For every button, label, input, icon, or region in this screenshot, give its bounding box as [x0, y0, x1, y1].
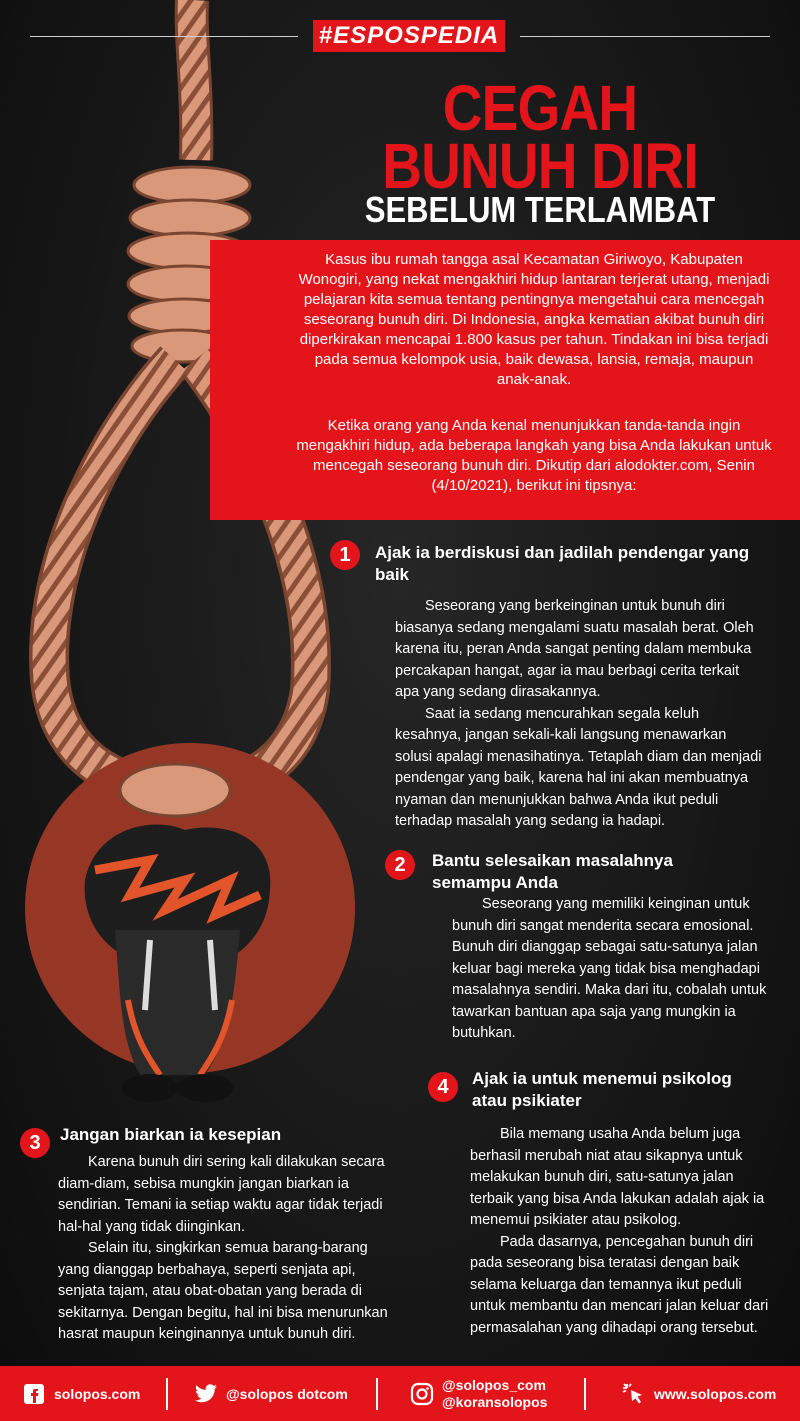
tip-4-number: 4	[428, 1072, 458, 1102]
subtitle: SEBELUM TERLAMBAT	[364, 189, 716, 230]
footer-bar	[0, 1366, 800, 1421]
footer-instagram-link[interactable]	[410, 1366, 547, 1421]
tip-2-body	[452, 894, 770, 1045]
tip-2-number: 2	[385, 850, 415, 880]
footer-twitter-link[interactable]	[194, 1366, 348, 1421]
footer-facebook-label: solopos.com	[54, 1385, 141, 1402]
header-rule-right	[520, 36, 770, 37]
tip-3-title: Jangan biarkan ia kesepian	[60, 1125, 282, 1144]
facebook-icon	[22, 1382, 46, 1406]
twitter-icon	[194, 1382, 218, 1406]
footer-instagram-label-2: @koransolopos	[442, 1393, 548, 1410]
tip-4-title: Ajak ia untuk menemui psikolog atau psikiater	[472, 1069, 732, 1110]
footer-instagram-label-1: @solopos_com	[442, 1376, 546, 1393]
tip-3-body	[58, 1152, 398, 1346]
tip-4-body	[470, 1124, 770, 1339]
footer-divider	[166, 1378, 168, 1410]
title-line-1: CEGAH	[442, 72, 638, 144]
intro-paragraph-2: Ketika orang yang Anda kenal menunjukkan tanda-tanda ingin mengakhiri hidup, ada beberapa langkah yang bisa Anda lakukan untuk mencegah seseorang bunuh diri. Dikutip dari alodokter.com, Senin (4/10/2021), berikut ini tipsnya:	[296, 417, 772, 494]
footer-website-label: www.solopos.com	[654, 1385, 777, 1402]
footer-facebook-link[interactable]	[22, 1366, 140, 1421]
tip-1-paragraph-2: Saat ia sedang mencurahkan segala keluh kesahnya, jangan sekali-kali langsung menawarkan solusi apalagi menasihatinya. Tetaplah diam dan menjadi pendengar yang baik, karena hal ini akan membuatnya nyaman dan menunjukkan bahwa Anda ikut peduli terhadap masalah yang sedang ia hadapi.	[395, 705, 762, 829]
tip-2-paragraph-1: Seseorang yang memiliki keinginan untuk bunuh diri sangat menderita secara emosional. Bunuh diri dianggap sebagai satu-satunya jalan keluar bagi mereka yang tidak bisa menghadapi masalahnya sendiri. Maka dari itu, cobalah untuk tawarkan bantuan apa saja yang mungkin ia butuhkan.	[452, 896, 767, 1041]
footer-twitter-label: @solopos dotcom	[226, 1385, 348, 1402]
intro-box	[210, 240, 800, 520]
tip-1-paragraph-1: Seseorang yang berkeinginan untuk bunuh diri biasanya sedang mengalami suatu masalah berat. Oleh karena itu, peran Anda sangat penting dalam membuka percakapan hangat, agar ia mau berbagi cerita terkait apa yang sedang dirasakannya.	[395, 598, 754, 700]
instagram-icon	[410, 1382, 434, 1406]
tip-2-title: Bantu selesaikan masalahnya semampu Anda	[432, 851, 673, 892]
tip-1-body	[395, 596, 765, 833]
footer-divider	[376, 1378, 378, 1410]
footer-divider	[584, 1378, 586, 1410]
tip-1-number: 1	[330, 540, 360, 570]
tip-4-paragraph-1: Bila memang usaha Anda belum juga berhasil merubah niat atau sikapnya untuk melakukan bunuh diri, satu-satunya jalan terbaik yang bisa Anda lakukan adalah ajak ia menemui psikiater atau psikolog.	[470, 1126, 765, 1228]
tip-3-number: 3	[20, 1128, 50, 1158]
footer-website-link[interactable]	[622, 1366, 776, 1421]
cursor-click-icon	[622, 1382, 646, 1406]
tip-3-paragraph-1: Karena bunuh diri sering kali dilakukan secara diam-diam, sebisa mungkin jangan biarkan ia sendirian. Temani ia setiap waktu agar tidak terjadi hal-hal yang tidak diinginkan.	[58, 1154, 385, 1235]
title-line-2: BUNUH DIRI	[382, 130, 698, 202]
hashtag-badge: #ESPOSPEDIA	[313, 20, 505, 52]
tip-4-paragraph-2: Pada dasarnya, pencegahan bunuh diri pada seseorang bisa teratasi dengan baik selama keluarga dan temannya ikut peduli untuk membantu dan mencari jalan keluar dari permasalahan yang dihadapi orang tersebut.	[470, 1233, 769, 1336]
intro-paragraph-1: Kasus ibu rumah tangga asal Kecamatan Giriwoyo, Kabupaten Wonogiri, yang nekat mengakhiri hidup lantaran terjerat utang, menjadi pelajaran kita semua tentang pentingnya mengetahui cara mencegah seseorang bunuh diri. Di Indonesia, angka kematian akibat bunuh diri diperkirakan mencapai 1.800 kasus per tahun. Tindakan ini bisa terjadi pada semua kelompok usia, baik dewasa, lansia, remaja, maupun anak-anak.	[298, 251, 770, 388]
footer-instagram-accounts	[442, 1377, 547, 1411]
tip-3-paragraph-2: Selain itu, singkirkan semua barang-barang yang dianggap berbahaya, seperti senjata api, senjata tajam, atau obat-obatan yang berada di sekitarnya. Dengan begitu, hal ini bisa menurunkan hasrat maupun keinginannya untuk bunuh diri.	[58, 1240, 388, 1342]
tip-1-title: Ajak ia berdiskusi dan jadilah pendengar yang baik	[375, 543, 750, 584]
header-rule-left	[30, 36, 298, 37]
